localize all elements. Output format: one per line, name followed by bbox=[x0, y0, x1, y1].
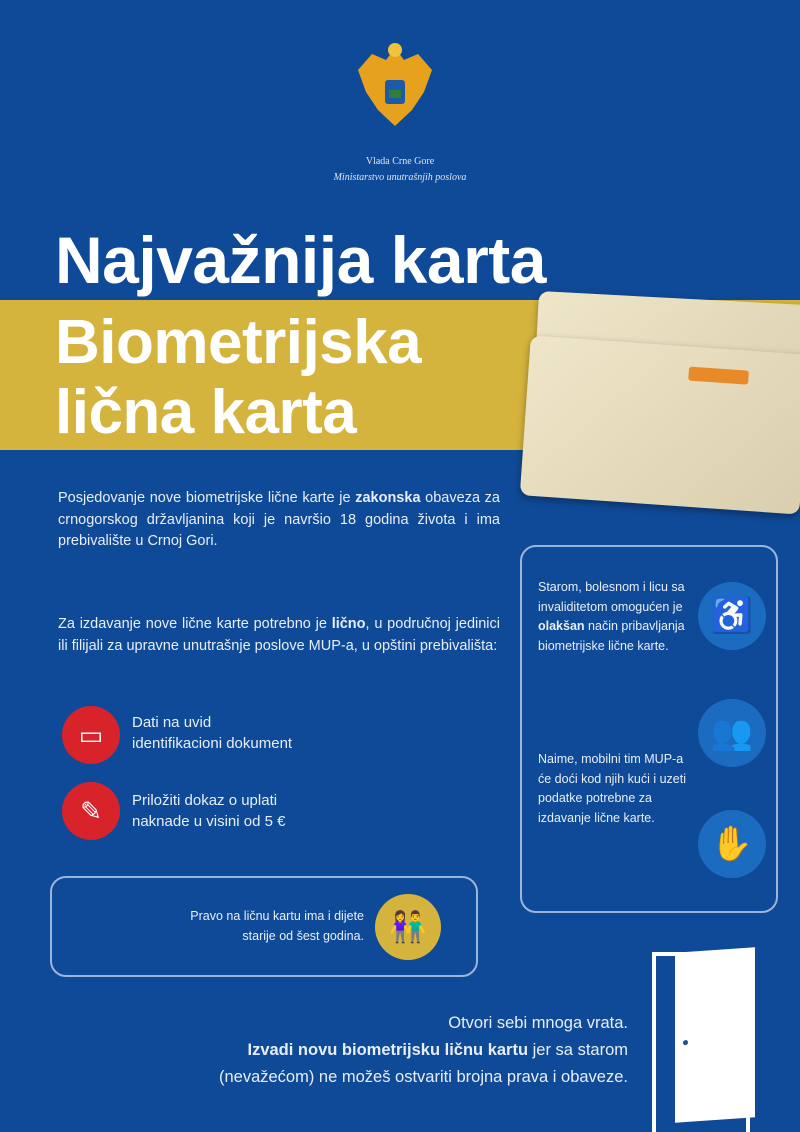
intro-paragraph-2: Za izdavanje nove lične karte potrebno je lično, u područnoj jedinici ili filijali za upravne unutrašnje poslove MUP-a, u opštini prebivališta: bbox=[58, 616, 500, 654]
assistance-paragraph-1: Starom, bolesnom i licu sa invaliditetom omogućen je olakšan način pribavljanja biometrijske lične karte. bbox=[538, 580, 685, 653]
id-card-image-front bbox=[520, 335, 800, 514]
org-name: Vlada Crne Gore bbox=[365, 156, 435, 167]
assistance-paragraph-2: Naime, mobilni tim MUP-a će doći kod njih kući i uzeti podatke potrebne za izdavanje lične karte. bbox=[538, 752, 686, 825]
children-icon: 👫 bbox=[375, 894, 441, 960]
children-note-line1: Pravo na ličnu kartu ima i dijete bbox=[190, 909, 364, 923]
children-note-line2: starije od šest godina. bbox=[242, 929, 364, 943]
helping-hand-icon: ✋ bbox=[698, 810, 766, 878]
subtitle-line2: lična karta bbox=[55, 378, 357, 447]
page-title: Najvažnija karta bbox=[55, 223, 546, 297]
subtitle-line1: Biometrijska bbox=[55, 308, 422, 377]
coat-of-arms-logo bbox=[352, 40, 438, 130]
step-1: Dati na uvid identifikacioni dokument bbox=[132, 714, 293, 752]
children-note-box bbox=[50, 876, 478, 977]
id-card-icon: ▭ bbox=[62, 706, 120, 764]
elderly-people-icon: 👥 bbox=[698, 699, 766, 767]
intro-paragraph-1: Posjedovanje nove biometrijske lične karte je zakonska obaveza za crnogorskog državljanina koji je navršio 18 godina života i ima prebivalište u Crnoj Gori. bbox=[58, 490, 500, 549]
ministry-name: Ministarstvo unutrašnjih poslova bbox=[333, 172, 467, 183]
footer-message: Otvori sebi mnoga vrata. Izvadi novu biometrijsku ličnu kartu jer sa starom (nevažećom) ne možeš ostvariti brojna prava i obaveze. bbox=[218, 1014, 628, 1086]
step-2: Priložiti dokaz o uplati naknade u visini od 5 € bbox=[132, 792, 286, 830]
open-door-icon bbox=[675, 947, 755, 1123]
payment-icon: ✎ bbox=[62, 782, 120, 840]
wheelchair-icon: ♿ bbox=[698, 582, 766, 650]
